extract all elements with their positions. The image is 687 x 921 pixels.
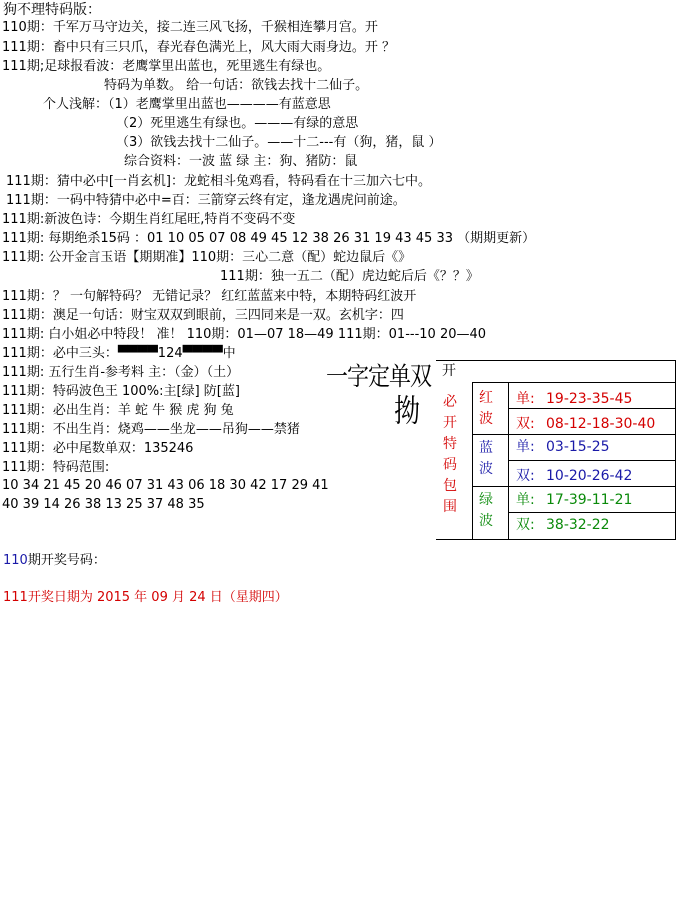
number-box (436, 360, 676, 540)
red-double-value: 08-12-18-30-40 (546, 416, 656, 432)
tip-line: 综合资料：一波 蓝 绿 主：狗、猪防：鼠 (124, 154, 358, 169)
document-title: 狗不理特码版： (3, 2, 101, 18)
draw-date-text: 开奖日期为 2015 年 09 月 24 日（星期四） (27, 590, 288, 605)
tip-line: 特码为单数。 给一句话：欲钱去找十二仙子。 (104, 78, 369, 93)
box-open-label: 开 (442, 363, 456, 379)
tip-line: 111期：独一五二（配）虎边蛇后后《？？》 (220, 269, 479, 284)
tip-line: 个人浅解：（1）老鹰掌里出蓝也————有蓝意思 (43, 97, 331, 112)
tip-line: 111期：猜中必中[一肖玄机]：龙蛇相斗兔鸡看，特码看在十三加六七中。 (6, 174, 431, 189)
open-numbers-line (3, 553, 106, 569)
group-name-red: 红波 (479, 390, 493, 427)
tip-line: 110期：千军万马守边关，接二连三风飞扬，千猴相连攀月宫。开 (2, 20, 378, 35)
tip-line: 111期：必中尾数单双：135246 (2, 441, 194, 456)
blue-double-label: 双: (516, 468, 535, 484)
green-double-label: 双: (516, 517, 535, 533)
draw-date-issue: 111 (3, 590, 28, 605)
open-numbers-text: 期开奖号码： (27, 553, 106, 568)
tip-line: 111期;足球报看波：老鹰掌里出蓝也，死里逃生有绿也。 (2, 59, 331, 74)
headline-twist: 拗 (394, 394, 421, 430)
tip-line: 111期：一码中特猜中必中=百：三箭穿云终有定，逢龙遇虎问前途。 (6, 193, 406, 208)
tip-line: 10 34 21 45 20 46 07 31 43 06 18 30 42 17 29 41 (2, 478, 329, 493)
tip-line: （3）欲钱去找十二仙子。——十二---有（狗，猪，鼠 ） (116, 135, 442, 150)
green-double-value: 38-32-22 (546, 517, 610, 533)
tip-line: 111期：？ 一句解特码？ 无错记录？ 红红蓝蓝来中特，本期特码红波开 (2, 289, 417, 304)
tip-line: 111期：不出生肖：烧鸡——坐龙——吊狗——禁猪 (2, 422, 300, 437)
tip-line: 111期：澳足一句话：财宝双双到眼前，三四同来是一双。玄机字：四 (2, 308, 404, 323)
blue-single-value: 03-15-25 (546, 439, 610, 455)
tip-line: 40 39 14 26 38 13 25 37 48 35 (2, 497, 205, 512)
green-single-value: 17-39-11-21 (546, 492, 633, 508)
headline-single-double: 一字定单双 (326, 363, 432, 392)
tip-line: 111期：必出生肖：羊 蛇 牛 猴 虎 狗 兔 (2, 403, 234, 418)
red-double-label: 双: (516, 416, 535, 432)
draw-date-line (3, 590, 288, 606)
tip-line: 111期：特码波色王 100%:主[绿] 防[蓝] (2, 384, 240, 399)
group-name-blue: 蓝波 (479, 440, 493, 477)
box-vertical-label: 必开特码包围 (443, 394, 457, 515)
tip-line: 111期：必中三头：▀▀▀▀124▀▀▀▀中 (2, 346, 236, 361)
tip-line: 111期:新波色诗：今期生肖红尾旺,特肖不变码不变 (2, 212, 296, 227)
tip-line: 111期: 公开金言玉语【期期准】110期：三心二意（配）蛇边鼠后《》 (2, 250, 412, 265)
group-name-green: 绿波 (479, 492, 493, 529)
green-single-label: 单: (516, 492, 535, 508)
tip-line: 111期：畜中只有三只爪，春光春色满光上，风大雨大雨身边。开 ？ (2, 40, 395, 55)
red-single-label: 单: (516, 391, 535, 407)
tip-line: 111期: 每期绝杀15码 ：01 10 05 07 08 49 45 12 38 26 31 19 43 45 33 （期期更新） (2, 231, 536, 246)
blue-double-value: 10-20-26-42 (546, 468, 633, 484)
tip-line: 111期：特码范围: (2, 460, 110, 475)
blue-single-label: 单: (516, 439, 535, 455)
open-numbers-issue: 110 (3, 553, 28, 568)
tip-line: 111期: 五行生肖-参考料 主：（金）（土） (2, 365, 240, 380)
tip-line: （2）死里逃生有绿也。———有绿的意思 (116, 116, 359, 131)
tip-line: 111期: 白小姐必中特段！ 准！ 110期：01—07 18—49 111期：01---10 20—40 (2, 327, 487, 342)
red-single-value: 19-23-35-45 (546, 391, 633, 407)
